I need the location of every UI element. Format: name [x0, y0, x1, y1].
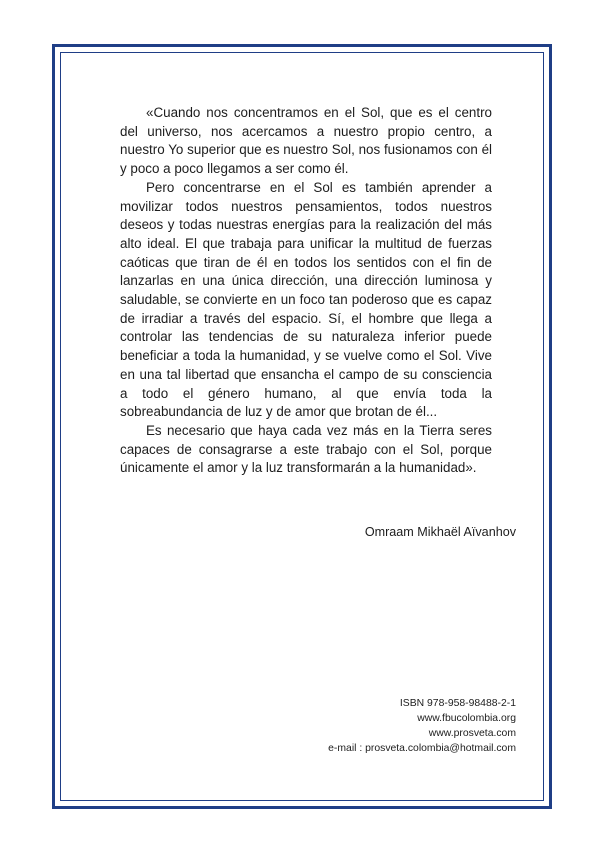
isbn: ISBN 978-958-98488-2-1	[399, 698, 516, 709]
website-link-fbucolombia[interactable]: www.fbucolombia.org	[417, 713, 516, 724]
quote-paragraph-1: «Cuando nos concentramos en el Sol, que es el centro del universo, nos acercamos a nuestro propio centro, a nuestro Yo superior que es nuestro Sol, nos fusionamos con él y poco a poco llegamos a ser como él.	[120, 105, 492, 177]
quote-text	[120, 104, 492, 478]
colophon	[328, 696, 516, 756]
email-link[interactable]: e-mail : prosveta.colombia@hotmail.com	[328, 743, 516, 754]
website-link-prosveta[interactable]: www.prosveta.com	[428, 728, 516, 739]
quote-author: Omraam Mikhaël Aïvanhov	[364, 525, 516, 539]
quote-paragraph-2: Pero concentrarse en el Sol es también aprender a movilizar todos nuestros pensamientos, todos nuestros deseos y todas nuestras energías para la realización del más alto ideal. El que trabaja para unificar la multitud de fuerzas caóticas que tiran de él en todos los sentidos con el fin de lanzarlas en una única dirección, una dirección luminosa y saludable, se convierte en un foco tan poderoso que es capaz de irradiar a través del espacio. Sí, el hombre que llega a controlar las tendencias de su naturaleza inferior puede beneficiar a toda la humanidad, y se vuelve como el Sol. Vive en una tal libertad que ensancha el campo de su consciencia a todo el género humano, al que envía toda la sobreabundancia de luz y de amor que brotan de él...	[120, 179, 492, 420]
quote-paragraph-3: Es necesario que haya cada vez más en la Tierra seres capaces de consagrarse a este trabajo con el Sol, porque únicamente el amor y la luz transformarán a la humanidad».	[120, 422, 492, 476]
